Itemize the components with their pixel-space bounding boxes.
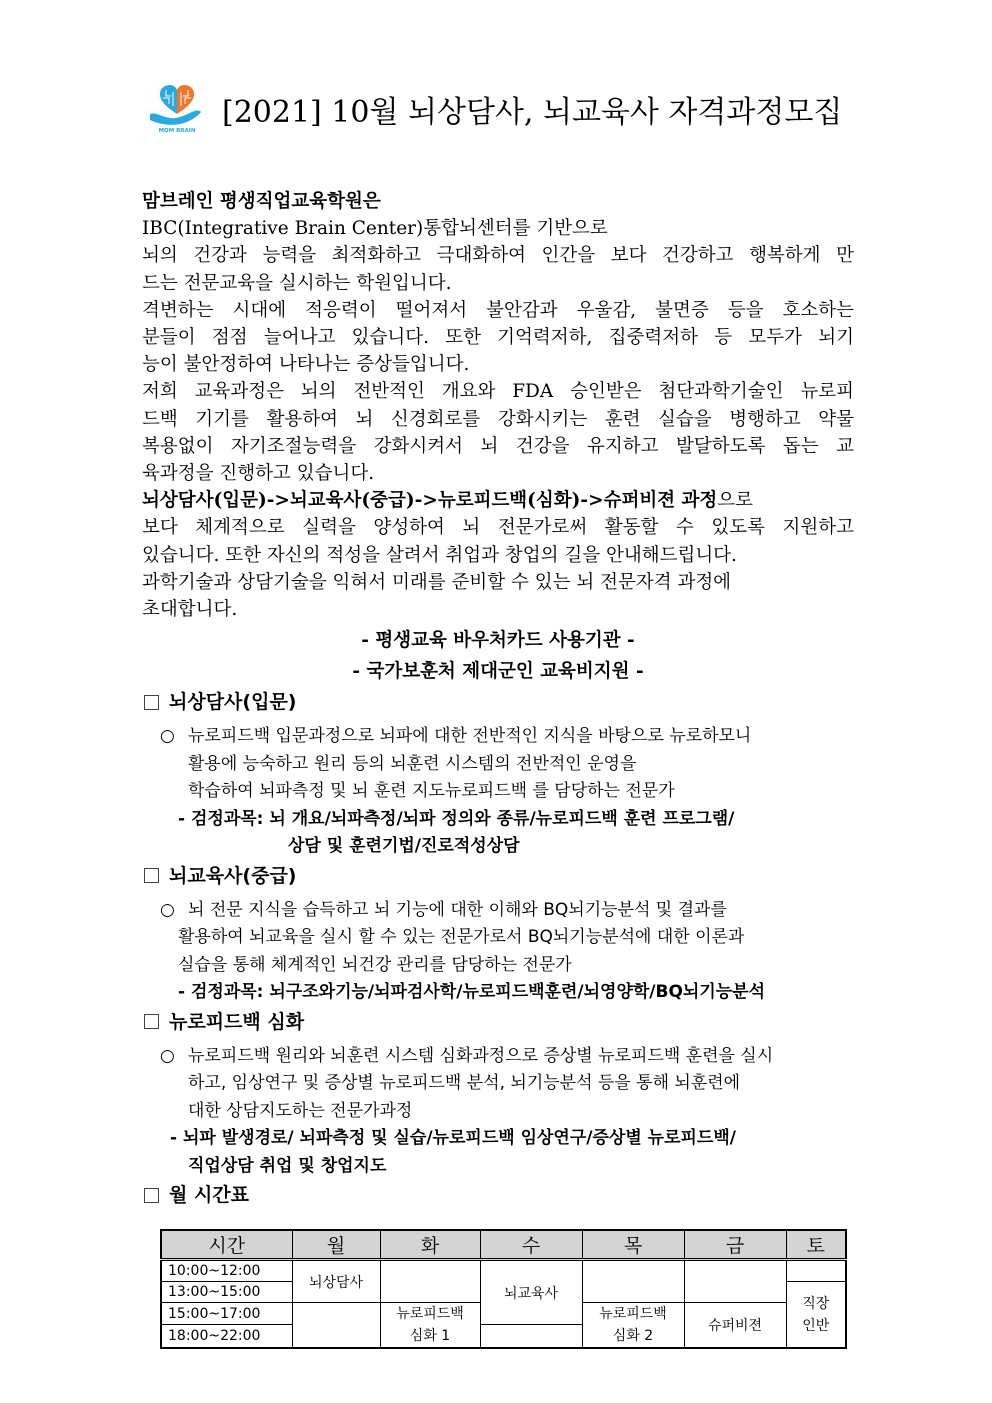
section-heading-brain-counselor — [142, 687, 854, 717]
cell-mon-brain-counselor: 뇌상담사 — [292, 1260, 380, 1303]
section-heading-neurofeedback-advanced — [142, 1007, 854, 1037]
circle-bullet-icon: ○ — [160, 899, 175, 920]
intro-line: 능이 불안정하여 나타나는 증상들입니다. — [142, 354, 470, 376]
timetable-header-row — [161, 1230, 846, 1260]
cell-text: 뉴로피드백 — [396, 1306, 464, 1322]
time-slot: 10:00~12:00 — [161, 1260, 292, 1282]
section-heading-monthly-timetable — [142, 1180, 854, 1210]
intro-line: IBC(Integrative Brain Center)통합뇌센터를 기반으로 — [142, 218, 608, 240]
monthly-timetable — [160, 1229, 847, 1349]
circle-bullet-icon: ○ — [160, 726, 175, 747]
cell-wed-empty — [480, 1325, 582, 1348]
timetable-row — [161, 1260, 846, 1282]
section-title: 뇌상담사(입문) — [169, 691, 297, 714]
description-line: 뇌 전문 지식을 습득하고 뇌 기능에 대한 이해와 BQ뇌기능분석 및 결과를 — [188, 899, 727, 920]
intro-line: 초대합니다. — [142, 599, 238, 621]
time-slot: 18:00~22:00 — [161, 1325, 292, 1348]
intro-line: 과학기술과 상담기술을 익혀서 미래를 준비할 수 있는 뇌 전문자격 과정에 — [142, 571, 732, 593]
description-line: 활용에 능숙하고 원리 등의 뇌훈련 시스템의 전반적인 운영을 — [188, 753, 637, 774]
intro-line: 있습니다. 또한 자신의 적성을 살려서 취업과 창업의 길을 안내해드립니다. — [142, 544, 737, 566]
section-title: 뉴로피드백 심화 — [169, 1010, 305, 1033]
mom-brain-logo-icon — [146, 84, 208, 134]
cell-thu-empty — [582, 1260, 684, 1303]
cell-tue-empty — [380, 1260, 480, 1303]
intro-line: 드백 기기를 활용하여 뇌 신경회로를 강화시키는 훈련 실습을 병행하고 약물 — [142, 408, 854, 430]
header-mon: 월 — [292, 1230, 380, 1260]
cell-fri-empty — [684, 1260, 786, 1303]
checkbox-icon — [144, 695, 159, 710]
header-time: 시간 — [161, 1230, 292, 1260]
title-row — [146, 84, 842, 134]
notice-voucher: - 평생교육 바우처카드 사용기관 - — [361, 630, 635, 652]
description-line: 학습하여 뇌파측정 및 뇌 훈련 지도뉴로피드백 를 담당하는 전문가 — [188, 781, 675, 802]
cell-sat-empty — [786, 1260, 846, 1282]
intro-line: 뇌의 건강과 능력을 최적화하고 극대화하여 인간을 보다 건강하고 행복하게 만 — [142, 245, 854, 267]
course-path — [142, 487, 854, 514]
notice-veterans: - 국가보훈처 제대군인 교육비지원 - — [352, 661, 644, 683]
subject-line: - 검정과목: 뇌 개요/뇌파측정/뇌파 정의와 종류/뉴로피드백 훈련 프로그램/ — [178, 808, 735, 829]
description-line: 실습을 통해 체계적인 뇌건강 관리를 담당하는 전문가 — [178, 954, 572, 975]
cell-mon-empty — [292, 1303, 380, 1349]
cell-text: 인반 — [802, 1317, 830, 1334]
time-slot: 15:00~17:00 — [161, 1303, 292, 1325]
section-heading-brain-educator — [142, 861, 854, 891]
header-thu: 목 — [582, 1230, 684, 1260]
cell-wed-brain-educator: 뇌교육사 — [480, 1260, 582, 1325]
section-title: 뇌교육사(중급) — [169, 864, 297, 887]
header-sat: 토 — [786, 1230, 846, 1260]
cell-thu-neurofeedback-2 — [582, 1303, 684, 1349]
subject-line: - 검정과목: 뇌구조와기능/뇌파검사학/뉴로피드백훈련/뇌영양학/BQ뇌기능분석 — [178, 982, 766, 1003]
document-body — [142, 188, 854, 1210]
exam-subjects — [142, 806, 854, 861]
subject-line: 상담 및 훈련기법/진로적성상담 — [288, 836, 520, 857]
cell-text: 심화 2 — [612, 1328, 654, 1344]
svg-text:MOM BRAIN: MOM BRAIN — [158, 128, 196, 134]
circle-bullet-icon: ○ — [160, 1045, 175, 1066]
intro-line: 육과정을 진행하고 있습니다. — [142, 463, 375, 485]
section-description — [142, 1043, 854, 1126]
cell-text: 뉴로피드백 — [599, 1306, 667, 1322]
description-line: 대한 상담지도하는 전문가과정 — [188, 1100, 413, 1121]
description-line: 하고, 임상연구 및 증상별 뉴로피드백 분석, 뇌기능분석 등을 통해 뇌훈련에 — [188, 1073, 741, 1094]
intro-line: 보다 체계적으로 실력을 양성하여 뇌 전문가로써 활동할 수 있도록 지원하고 — [142, 517, 854, 539]
description-line: 뉴로피드백 입문과정으로 뇌파에 대한 전반적인 지식을 바탕으로 뉴로하모니 — [188, 726, 752, 747]
header-fri: 금 — [684, 1230, 786, 1260]
checkbox-icon — [144, 1188, 159, 1203]
header-tue: 화 — [380, 1230, 480, 1260]
intro-heading: 맘브레인 평생직업교육학원은 — [142, 191, 381, 212]
time-slot: 13:00~15:00 — [161, 1282, 292, 1303]
page-title: [2021] 10월 뇌상담사, 뇌교육사 자격과정모집 — [222, 95, 843, 130]
cell-tue-neurofeedback-1 — [380, 1303, 480, 1349]
exam-subjects — [142, 979, 854, 1007]
course-path-bold: 뇌상담사(입문)->뇌교육사(중급)->뉴로피드백(심화)->슈퍼비젼 과정 — [142, 490, 718, 512]
cell-text: 심화 1 — [409, 1328, 451, 1344]
intro-line: 저희 교육과정은 뇌의 전반적인 개요와 FDA 승인받은 첨단과학기술인 뉴로피 — [142, 381, 854, 403]
intro-line: 분들이 점점 늘어나고 있습니다. 또한 기억력저하, 집중력저하 등 모두가 뇌기 — [142, 327, 854, 349]
subject-line: 직업상담 취업 및 창업지도 — [188, 1155, 387, 1176]
checkbox-icon — [144, 1014, 159, 1029]
subject-line: - 뇌파 발생경로/ 뇌파측정 및 실습/뉴로피드백 임상연구/증상별 뉴로피드백/ — [170, 1128, 736, 1149]
description-line: 활용하여 뇌교육을 실시 할 수 있는 전문가로서 BQ뇌기능분석에 대한 이론과 — [178, 927, 745, 948]
checkbox-icon — [144, 868, 159, 883]
intro-line: 드는 전문교육을 실시하는 학원입니다. — [142, 272, 452, 294]
intro-line: 격변하는 시대에 적응력이 떨어져서 불안감과 우울감, 불면증 등을 호소하는 — [142, 299, 854, 321]
course-path-suffix: 으로 — [717, 490, 754, 512]
section-description — [142, 723, 854, 806]
cell-sat-workers — [786, 1282, 846, 1349]
intro-line: 복용없이 자기조절능력을 강화시켜서 뇌 건강을 유지하고 발달하도록 돕는 교 — [142, 435, 854, 457]
section-description — [142, 897, 854, 980]
section-title: 월 시간표 — [169, 1184, 250, 1207]
cell-fri-supervision: 슈퍼비젼 — [684, 1303, 786, 1349]
cell-text: 직장 — [802, 1295, 830, 1312]
header-wed: 수 — [480, 1230, 582, 1260]
course-subjects — [142, 1125, 854, 1180]
description-line: 뉴로피드백 원리와 뇌훈련 시스템 심화과정으로 증상별 뉴로피드백 훈련을 실시 — [188, 1045, 774, 1066]
